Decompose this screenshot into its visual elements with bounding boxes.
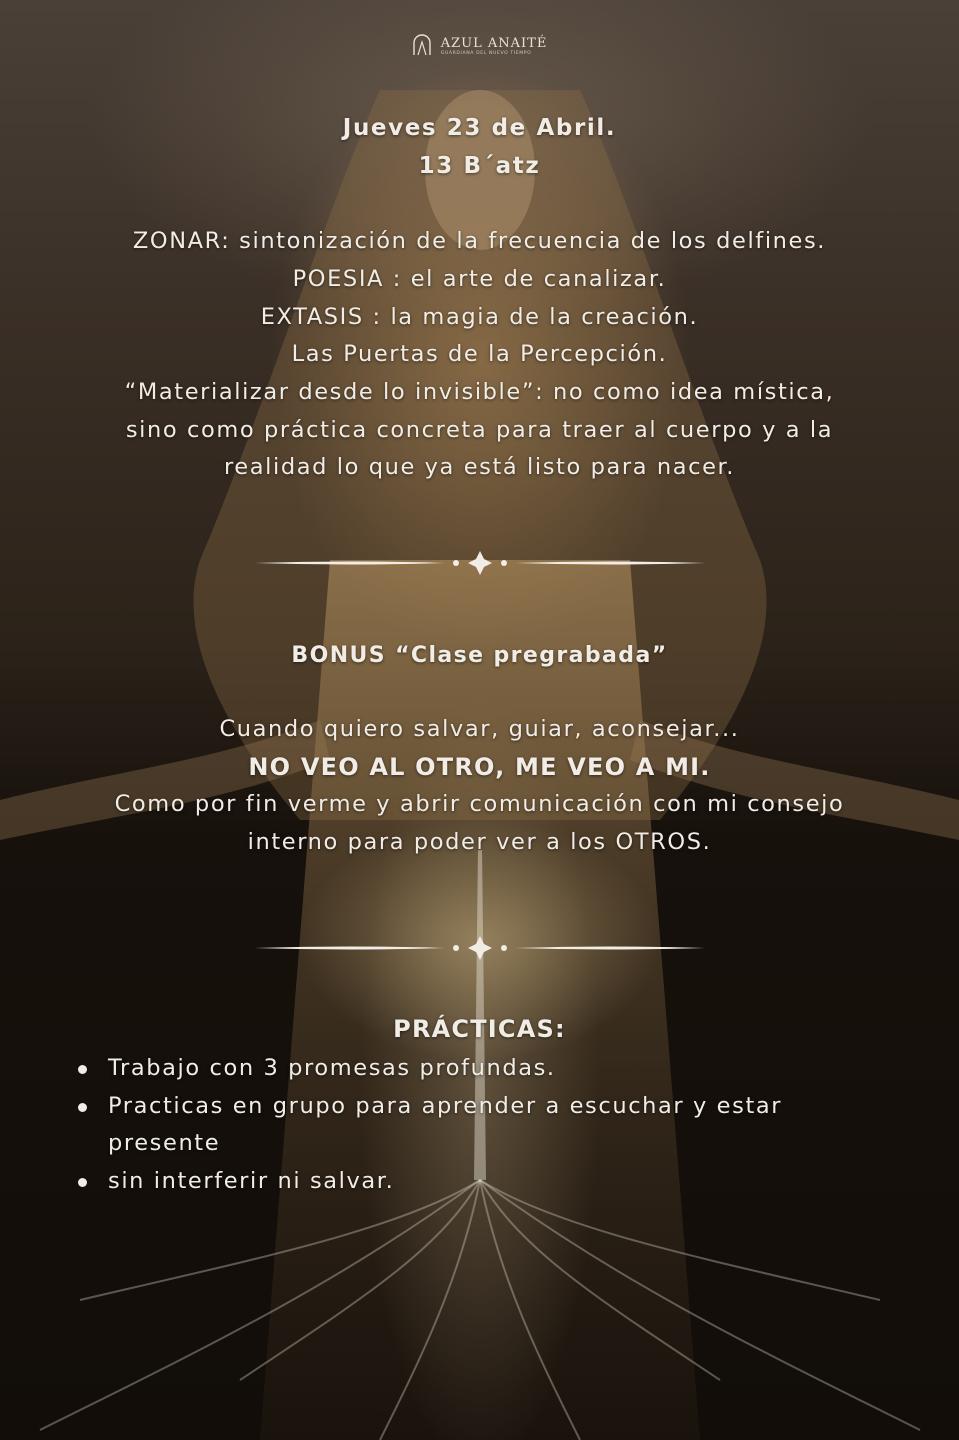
list-item (78, 1088, 898, 1163)
bonus-title: BONUS “Clase pregrabada” (291, 643, 668, 668)
list-item-text: Trabajo con 3 promesas profundas. (108, 1055, 556, 1081)
bullet-icon (78, 1065, 87, 1074)
intro-line: POESIA : el arte de canalizar. (292, 266, 667, 292)
bonus-line: Cuando quiero salvar, guiar, aconsejar... (219, 716, 740, 742)
arch-logo-icon (412, 34, 432, 60)
brand-name: AZUL ANAITÉ (440, 36, 548, 51)
intro-line: Las Puertas de la Percepción. (291, 341, 668, 367)
brand-logo (0, 34, 959, 60)
intro-line: EXTASIS : la magia de la creación. (260, 304, 699, 330)
bonus-line: interno para poder ver a los OTROS. (247, 829, 712, 855)
practicas-title: PRÁCTICAS: (393, 1015, 566, 1043)
list-item-text: Practicas en grupo para aprender a escuchar y estar presente (108, 1092, 783, 1156)
intro-line: “Materializar desde lo invisible”: no como idea mística, (124, 379, 835, 405)
bullet-icon (78, 1103, 87, 1112)
practicas-list (78, 1050, 898, 1200)
list-item (78, 1050, 898, 1088)
bullet-icon (78, 1178, 87, 1187)
list-item-text: sin interferir ni salvar. (108, 1167, 395, 1194)
brand-tagline: GUARDIANA DEL NUEVO TIEMPO (440, 51, 532, 56)
event-date: Jueves 23 de Abril. (342, 115, 617, 141)
day-sign: 13 B´atz (418, 153, 541, 179)
bonus-line: Como por fin verme y abrir comunicación con mi consejo (114, 791, 845, 817)
bonus-emphasis: NO VEO AL OTRO, ME VEO A MI. (248, 753, 711, 781)
intro-line: sino como práctica concreta para traer al cuerpo y a la (125, 417, 834, 443)
intro-line: ZONAR: sintonización de la frecuencia de los delfines. (132, 228, 827, 254)
ornament-divider (255, 548, 705, 578)
list-item (78, 1163, 898, 1201)
ornament-divider (255, 933, 705, 963)
intro-line: realidad lo que ya está listo para nacer. (223, 454, 736, 480)
